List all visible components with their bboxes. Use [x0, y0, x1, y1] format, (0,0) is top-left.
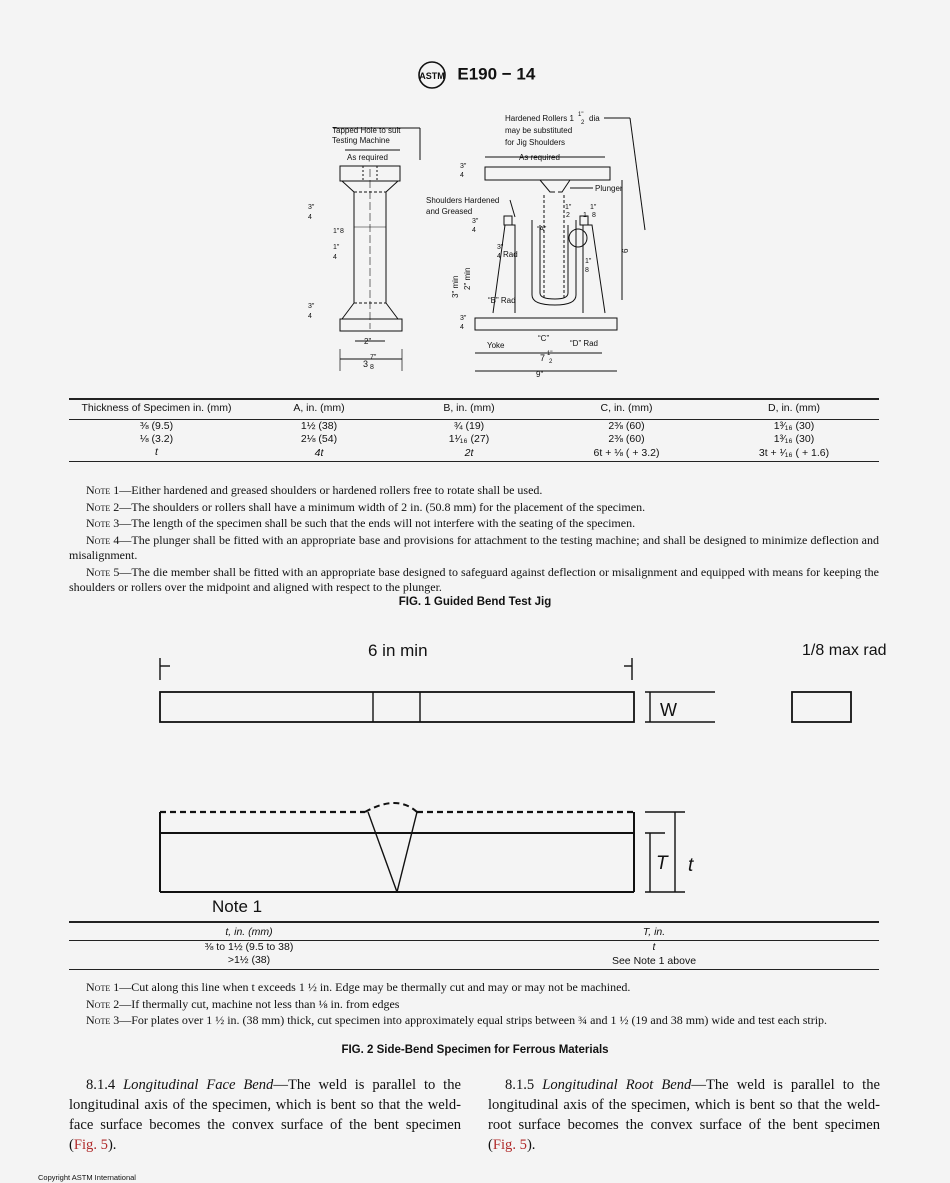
- designation: E190 − 14: [457, 64, 536, 84]
- label-half-b: 2: [566, 212, 570, 219]
- fig2-note-3: Note 3—For plates over 1 ½ in. (38 mm) thick, cut specimen into approximately equal strips between ¾ and 1 ½ (19 and 38 mm) wide and test each strip.: [86, 1013, 828, 1027]
- cell: 1½ (38): [300, 420, 338, 432]
- fig2-table-header: [69, 923, 879, 941]
- cell: 3t + ¹⁄₁₆ ( + 1.6): [758, 447, 830, 459]
- label-frac-2b: 2: [549, 359, 553, 365]
- label-max-rad: 1/8 max rad: [802, 642, 887, 659]
- label-d-rad: “D” Rad: [570, 339, 599, 348]
- fig1-note-4: Note 4—The plunger shall be fitted with an appropriate base and provisions for attachment to the testing machine; and shall be designed to minimize deflection and misalignment.: [69, 533, 879, 562]
- cell: 1¹⁄₁₆ (27): [448, 433, 490, 445]
- logo-text: ASTM: [418, 71, 445, 81]
- fig1-caption: FIG. 1 Guided Bend Test Jig: [398, 596, 552, 608]
- cell: ¾ (19): [453, 420, 485, 432]
- label-three-min: 3" min: [451, 275, 460, 298]
- label-two-min: 2" min: [463, 267, 472, 290]
- cell: ⅛ (3.2): [139, 433, 174, 445]
- table-row: [69, 433, 879, 446]
- cell: 4t: [314, 447, 324, 459]
- fig2-col-tcap: T, in.: [642, 926, 666, 938]
- label-dim-3: 3: [363, 359, 369, 369]
- die-drawing: [426, 112, 645, 379]
- label-dim-2: 2": [364, 337, 372, 346]
- fig2-caption: FIG. 2 Side-Bend Specimen for Ferrous Materials: [341, 1044, 609, 1056]
- label-rollers-3: for Jig Shoulders: [505, 138, 566, 147]
- fig1-note-5: Note 5—The die member shall be fitted with an appropriate base designed to safeguard against deflection or misalignment and equipped with means for keeping the shoulders or rollers over the midpoint and aligned with respect to the plunger.: [69, 565, 880, 594]
- fig1-col-thickness: Thickness of Specimen in. (mm): [81, 402, 232, 414]
- label-frac-4f: 4: [460, 172, 464, 179]
- label-frac-1b: 1": [547, 351, 553, 357]
- label-dim-1in: 1": [333, 244, 340, 251]
- label-one-eighth-8: 8: [592, 212, 596, 219]
- fig1-table: [69, 398, 879, 462]
- label-plunger: Plunger: [595, 184, 623, 193]
- cell: ⅜ to 1½ (9.5 to 38): [204, 941, 294, 953]
- para-8-1-5: 8.1.5 Longitudinal Root Bend—The weld is parallel to the longitudinal axis of the specimen, which is bent so that the weld-root surface becomes the convex surface of the bent specimen (Fig. 5).: [488, 1077, 880, 1153]
- fig1-table-header: [69, 400, 879, 420]
- label-rad: Rad: [503, 250, 518, 259]
- cell: ⅜ (9.5): [139, 420, 174, 432]
- label-frac-4c: 4: [308, 313, 312, 320]
- cell: 2⅜ (60): [608, 420, 645, 432]
- fig2-note-2: Note 2—If thermally cut, machine not less than ⅛ in. from edges: [86, 997, 400, 1011]
- label-frac-8c: 8: [585, 267, 589, 274]
- fig2-specimen-drawing: [150, 630, 910, 920]
- fig1-note-1: Note 1—Either hardened and greased shoulders or hardened rollers free to rotate shall be used.: [86, 483, 543, 497]
- label-frac-4d: 4: [472, 227, 476, 234]
- label-dim-9: 9": [536, 370, 544, 379]
- label-frac-3g: 3": [460, 315, 467, 322]
- fig2-note-1: Note 1—Cut along this line when t exceeds 1 ½ in. Edge may be thermally cut and may or may not be machined.: [86, 980, 631, 994]
- label-frac-8a: 8: [340, 228, 344, 235]
- label-a: “A”: [537, 226, 547, 233]
- label-frac-3d: 3": [472, 218, 479, 225]
- label-as-required: As required: [347, 153, 388, 162]
- label-frac-1a: 1": [333, 228, 340, 235]
- label-rollers-frac2: 2: [581, 120, 585, 126]
- label-dim-7: 7: [540, 353, 546, 363]
- label-t-low: t: [688, 855, 694, 876]
- fig1-col-d: D, in. (mm): [768, 402, 820, 414]
- label-as-required-2: As required: [519, 153, 560, 162]
- label-shoulders-2: and Greased: [426, 207, 473, 216]
- label-one-eighth-whole: 1: [583, 212, 587, 219]
- label-frac-7: 7": [370, 354, 377, 361]
- label-frac-4a: 4: [308, 214, 312, 221]
- label-frac-3b: 3": [308, 303, 315, 310]
- label-rollers-dia: dia: [589, 114, 600, 123]
- fig1-note-2: Note 2—The shoulders or rollers shall have a minimum width of 2 in. (50.8 mm) for the placement of the specimen.: [86, 500, 646, 514]
- table-row: [69, 941, 879, 955]
- label-frac-3f: 3": [460, 163, 467, 170]
- cell: 1³⁄₁₆ (30): [773, 420, 815, 432]
- label-frac-4b: 4: [333, 254, 337, 261]
- astm-logo-icon: [415, 60, 449, 90]
- fig1-col-a: A, in. (mm): [293, 402, 345, 414]
- label-six-in-min: 6 in min: [368, 641, 428, 660]
- plunger-drawing: [308, 126, 420, 371]
- fig2-col-t: t, in. (mm): [225, 926, 273, 938]
- fig5-link[interactable]: Fig. 5: [492, 1137, 527, 1153]
- label-tapped-hole: Tapped Hole to suit: [332, 126, 401, 135]
- label-rollers-2: may be substituted: [505, 126, 573, 135]
- fig5-link[interactable]: Fig. 5: [73, 1137, 108, 1153]
- cell: 2⅛ (54): [300, 433, 338, 445]
- cell: 1³⁄₁₆ (30): [773, 433, 815, 445]
- document-header: [0, 60, 950, 90]
- cell: 6t + ⅛ ( + 3.2): [593, 447, 660, 459]
- para-8-1-4: 8.1.4 Longitudinal Face Bend—The weld is parallel to the longitudinal axis of the specimen, which is bent so that the weld-face surface becomes the convex surface of the bent specimen (Fig. 5).: [69, 1077, 461, 1153]
- table-row: [69, 420, 879, 434]
- label-frac-8: 8: [370, 364, 374, 371]
- cell: 2t: [464, 447, 474, 459]
- label-frac-1c: 1": [585, 258, 592, 265]
- fig1-col-b: B, in. (mm): [443, 402, 495, 414]
- label-c: “C”: [538, 334, 550, 343]
- fig2-table: [69, 921, 879, 970]
- cell: 2⅜ (60): [608, 433, 645, 445]
- table-row: [69, 446, 879, 462]
- fig1-jig-drawing: [300, 105, 660, 390]
- cell: >1½ (38): [227, 954, 271, 966]
- label-w: W: [660, 700, 677, 720]
- copyright: Copyright ASTM International: [38, 1173, 136, 1182]
- label-rollers-1: Hardened Rollers 1: [505, 114, 574, 123]
- label-frac-3e: 3": [497, 244, 504, 251]
- cell: t: [652, 941, 656, 953]
- cell: See Note 1 above: [611, 955, 697, 967]
- fig1-col-c: C, in. (mm): [600, 402, 653, 414]
- label-frac-3a: 3": [308, 204, 315, 211]
- table-row: [69, 954, 879, 970]
- label-frac-4g: 4: [460, 324, 464, 331]
- label-half-a: 1": [565, 204, 572, 211]
- label-testing-machine: Testing Machine: [332, 136, 390, 145]
- label-frac-4e: 4: [497, 253, 501, 260]
- label-b-rad: “B” Rad: [488, 296, 516, 305]
- label-t-cap: T: [656, 853, 668, 874]
- label-shoulders-1: Shoulders Hardened: [426, 196, 500, 205]
- label-yoke: Yoke: [487, 341, 505, 350]
- label-rollers-frac1: 1": [578, 112, 584, 118]
- label-one-eighth-1: 1": [590, 204, 597, 211]
- fig1-note-3: Note 3—The length of the specimen shall be such that the ends will not interfere with the seating of the specimen.: [86, 516, 636, 530]
- cell: t: [155, 446, 158, 458]
- label-note-1: Note 1: [212, 897, 263, 916]
- label-dim-6: 6: [621, 248, 630, 253]
